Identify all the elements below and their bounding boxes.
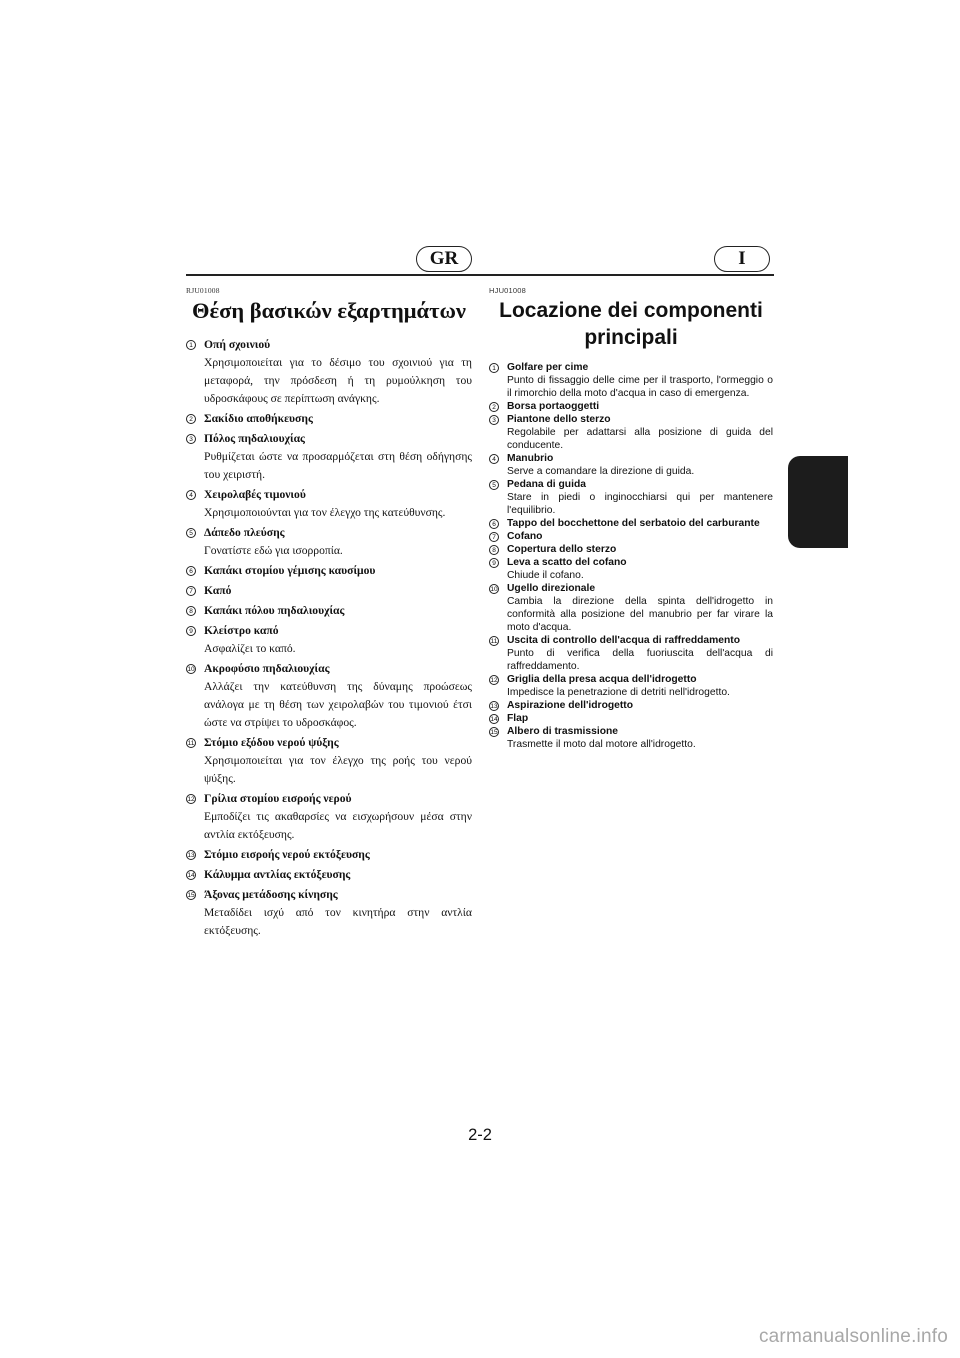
- component-name: Κάλυμμα αντλίας εκτόξευσης: [204, 868, 351, 881]
- component-item-gr: [186, 660, 472, 732]
- component-name: Pedana di guida: [507, 479, 586, 490]
- component-description: Εμποδίζει τις ακαθαρσίες να εισχωρήσουν μέσα στην αντλία εκτόξευσης.: [204, 810, 472, 841]
- item-number-badge: 9: [489, 558, 499, 568]
- component-item-it: [489, 556, 773, 582]
- component-description: Χρησιμοποιείται για τον έλεγχο της ροής του νερού ψύξης.: [204, 754, 472, 785]
- page-number: 2-2: [468, 1126, 492, 1144]
- component-description: Γονατίστε εδώ για ισορροπία.: [204, 544, 343, 557]
- component-description: Chiude il cofano.: [507, 570, 584, 581]
- component-item-it: [489, 699, 773, 712]
- component-name: Πόλος πηδαλιουχίας: [204, 432, 305, 445]
- item-number-badge: 13: [187, 851, 195, 859]
- component-description: Trasmette il moto dal motore all'idrogetto.: [507, 739, 696, 750]
- item-number-badge: 14: [187, 871, 195, 879]
- component-name: Uscita di controllo dell'acqua di raffreddamento: [507, 635, 741, 646]
- italian-column: [489, 286, 773, 751]
- item-number-badge: 1: [186, 340, 196, 350]
- item-number-badge: 5: [186, 528, 196, 538]
- component-item-it: [489, 361, 773, 400]
- component-name: Cofano: [507, 531, 543, 542]
- component-item-gr: [186, 486, 472, 522]
- component-name: Flap: [507, 713, 529, 724]
- component-description: Χρησιμοποιούνται για τον έλεγχο της κατεύθυνσης.: [204, 506, 446, 519]
- component-name: Κλείστρο καπό: [204, 624, 279, 637]
- item-number-badge: 3: [186, 434, 196, 444]
- component-description: Serve a comandare la direzione di guida.: [507, 466, 695, 477]
- component-name: Aspirazione dell'idrogetto: [507, 700, 634, 711]
- component-name: Καπάκι πόλου πηδαλιουχίας: [204, 604, 345, 617]
- item-number-badge: 1: [489, 363, 499, 373]
- component-item-it: [489, 712, 773, 725]
- component-item-gr: [186, 866, 472, 884]
- component-item-gr: [186, 790, 472, 844]
- component-item-it: [489, 478, 773, 517]
- component-list-gr: [186, 336, 472, 940]
- component-description: Punto di verifica della fuoriuscita dell'acqua di raffreddamento.: [507, 648, 773, 672]
- component-item-gr: [186, 410, 472, 428]
- component-name: Γρίλια στομίου εισροής νερού: [204, 792, 352, 805]
- component-name: Στόμιο εισροής νερού εκτόξευσης: [204, 848, 370, 861]
- component-item-gr: [186, 602, 472, 620]
- component-name: Οπή σχοινιού: [204, 338, 271, 351]
- component-description: Regolabile per adattarsi alla posizione di guida del conducente.: [507, 427, 773, 451]
- item-number-badge: 4: [489, 454, 499, 464]
- component-name: Leva a scatto del cofano: [507, 557, 627, 568]
- section-code-gr: RJU01008: [186, 286, 220, 295]
- language-badge-gr: GR: [416, 246, 472, 272]
- item-number-badge: 2: [489, 402, 499, 412]
- component-name: Δάπεδο πλεύσης: [204, 526, 285, 539]
- component-name: Στόμιο εξόδου νερού ψύξης: [204, 736, 339, 749]
- item-number-badge: 2: [186, 414, 196, 424]
- component-name: Σακίδιο αποθήκευσης: [204, 412, 313, 425]
- component-name: Tappo del bocchettone del serbatoio del carburante: [507, 518, 760, 529]
- component-item-it: [489, 517, 773, 530]
- component-item-it: [489, 452, 773, 478]
- item-number-badge: 11: [490, 637, 498, 645]
- item-number-badge: 10: [490, 585, 498, 593]
- component-name: Copertura dello sterzo: [507, 544, 617, 555]
- chapter-tab: [788, 456, 848, 548]
- component-name: Manubrio: [507, 453, 554, 464]
- component-item-it: [489, 582, 773, 634]
- item-number-badge: 15: [490, 728, 498, 736]
- greek-column: [186, 286, 472, 942]
- component-description: Cambia la direzione della spinta dell'idrogetto in conformità alla posizione del manubrio per far virare la moto d'acqua.: [507, 596, 773, 633]
- language-badge-it: I: [714, 246, 770, 272]
- section-title-gr: Θέση βασικών εξαρτημάτων: [192, 298, 466, 323]
- component-item-it: [489, 673, 773, 699]
- item-number-badge: 13: [490, 702, 498, 710]
- watermark: carmanualsonline.info: [758, 1326, 948, 1347]
- section-title-it: Locazione dei componenti principali: [499, 299, 763, 349]
- item-number-badge: 4: [186, 490, 196, 500]
- component-name: Καπάκι στομίου γέμισης καυσίμου: [204, 564, 376, 577]
- component-item-gr: [186, 524, 472, 560]
- component-name: Ακροφύσιο πηδαλιουχίας: [204, 662, 330, 675]
- component-item-gr: [186, 846, 472, 864]
- component-name: Ugello direzionale: [507, 583, 596, 594]
- component-name: Χειρολαβές τιμονιού: [204, 488, 306, 501]
- item-number-badge: 7: [489, 532, 499, 542]
- component-description: Impedisce la penetrazione di detriti nell'idrogetto.: [507, 687, 730, 698]
- item-number-badge: 6: [186, 566, 196, 576]
- item-number-badge: 5: [489, 480, 499, 490]
- component-item-gr: [186, 582, 472, 600]
- item-number-badge: 8: [186, 606, 196, 616]
- item-number-badge: 12: [187, 795, 195, 803]
- item-number-badge: 6: [489, 519, 499, 529]
- component-item-gr: [186, 622, 472, 658]
- component-item-it: [489, 725, 773, 751]
- component-name: Griglia della presa acqua dell'idrogetto: [507, 674, 697, 685]
- component-item-gr: [186, 734, 472, 788]
- component-item-it: [489, 530, 773, 543]
- component-item-gr: [186, 562, 472, 580]
- component-item-gr: [186, 886, 472, 940]
- component-description: Stare in piedi o inginocchiarsi qui per mantenere l'equilibrio.: [507, 492, 773, 516]
- component-list-it: [489, 361, 773, 751]
- item-number-badge: 3: [489, 415, 499, 425]
- item-number-badge: 14: [490, 715, 498, 723]
- component-description: Ρυθμίζεται ώστε να προσαρμόζεται στη θέση οδήγησης του χειριστή.: [204, 450, 472, 481]
- component-item-it: [489, 400, 773, 413]
- component-description: Χρησιμοποιείται για το δέσιμο του σχοινιού για τη μεταφορά, την πρόσδεση ή τη ρυμούλκηση του υδροσκάφους σε περίπτωση ανάγκης.: [204, 356, 472, 405]
- item-number-badge: 12: [490, 676, 498, 684]
- component-name: Piantone dello sterzo: [507, 414, 611, 425]
- item-number-badge: 7: [186, 586, 196, 596]
- component-item-gr: [186, 430, 472, 484]
- section-code-it: HJU01008: [489, 286, 527, 295]
- item-number-badge: 11: [187, 739, 195, 747]
- component-name: Albero di trasmissione: [507, 726, 619, 737]
- component-description: Μεταδίδει ισχύ από τον κινητήρα στην αντλία εκτόξευσης.: [204, 906, 472, 937]
- component-name: Άξονας μετάδοσης κίνησης: [204, 888, 338, 901]
- component-item-it: [489, 413, 773, 452]
- component-name: Golfare per cime: [507, 362, 589, 373]
- item-number-badge: 10: [187, 665, 195, 673]
- component-description: Ασφαλίζει το καπό.: [204, 642, 296, 655]
- component-item-gr: [186, 336, 472, 408]
- component-item-it: [489, 543, 773, 556]
- item-number-badge: 9: [186, 626, 196, 636]
- component-description: Punto di fissaggio delle cime per il trasporto, l'ormeggio o il rimorchio della moto d'acqua in caso di emergenza.: [507, 375, 773, 399]
- item-number-badge: 8: [489, 545, 499, 555]
- component-name: Borsa portaoggetti: [507, 401, 600, 412]
- component-name: Καπό: [204, 584, 232, 597]
- component-description: Αλλάζει την κατεύθυνση της δύναμης προώσεως ανάλογα με τη θέση των χειρολαβών του τιμονιού έτσι ώστε να στρίψει το υδροσκάφος.: [204, 680, 472, 729]
- item-number-badge: 15: [187, 891, 195, 899]
- component-item-it: [489, 634, 773, 673]
- header-rule: [186, 274, 774, 276]
